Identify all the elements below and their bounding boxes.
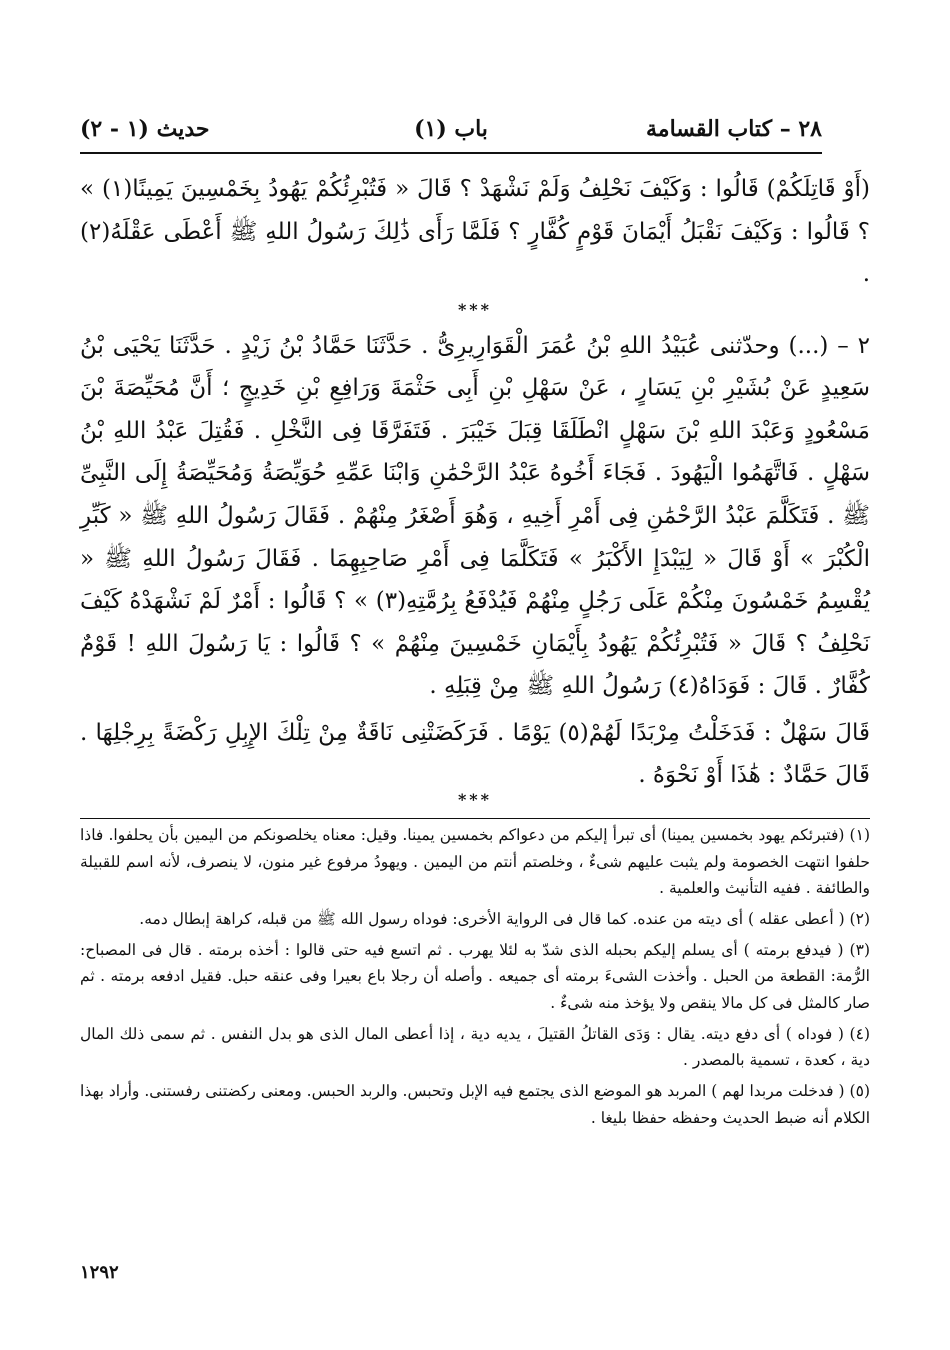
footnote-1: (١) (فتبرئكم يهود بخمسين يمينا) أى تبرأ إليكم من دعواكم بخمسين يمينا. وقيل: معناه يخلصونكم من اليمين بأن يحلفوا. فاذا حلفوا انتهت الخصومة ولم يثبت عليهم شىءٌ ، وخلصتم أنتم من اليمين . ويهودُ مرفوع غير منون، لا ينصرف، لأنه اسم للقبيلة والطائفة . ففيه التأنيث والعلمية . bbox=[80, 826, 870, 898]
paragraph-sahl-statement: قَالَ سَهْلٌ : فَدَخَلْتُ مِرْبَدًا لَهُمْ(٥) يَوْمًا . فَرَكَضَتْنِى نَاقَةٌ مِنْ تِلْكَ الإِبِلِ رَكْضَةً بِرِجْلِهَا . قَالَ حَمَّادٌ : هَٰذَا أَوْ نَحْوَهُ . bbox=[80, 719, 870, 789]
main-text bbox=[80, 168, 870, 801]
paragraph-continuation: (أَوْ قَاتِلَكُمْ) قَالُوا : وَكَيْفَ نَحْلِفُ وَلَمْ نَشْهَدْ ؟ قَالَ « فَتُبْرِئُكُمْ يَهُودُ بِخَمْسِينَ يَمِينًا(١) » ؟ قَالُوا : وَكَيْفَ نَقْبَلُ أَيْمَانَ قَوْمٍ كُفَّارٍ ؟ فَلَمَّا رَأَى ذَٰلِكَ رَسُولُ اللهِ ﷺ أَعْطَى عَقْلَهُ(٢) . bbox=[80, 176, 871, 288]
header-hadith-range: (١ - ٢) حديث bbox=[80, 116, 210, 142]
header-rule bbox=[80, 152, 822, 154]
footnotes bbox=[80, 822, 870, 1135]
footnote-2: (٢) ( أعطى عقله ) أى ديته من عنده. كما قال فى الرواية الأخرى: فوداه رسول الله ﷺ من قبله، كراهة إبطال دمه. bbox=[139, 909, 870, 928]
footnote-5: (٥) ( فدخلت مربدا لهم ) المربد هو الموضع الذى يجتمع فيه الإبل وتحبس. والربد الحبس. ومعنى ركضتنى رفستنى. وأراد بهذا الكلام أنه ضبط الحديث وحفظه حفظا بليغا . bbox=[80, 1081, 870, 1127]
page-number: ١٢٩٢ bbox=[80, 1262, 119, 1283]
footnote-3: (٣) ( فيدفع برمته ) أى يسلم إليكم بحبله الذى شدّ به لئلا يهرب . ثم اتسع فيه حتى قالوا : أخذه برمته . قال فى المصباح: الرُّمة: القطعة من الحبل . وأخذت الشىءَ برمته أى جميعه . وأصله أن رجلا باع بعيرا وفى عنقه حبل. فقيل ادفعه برمته . ثم صار كالمثل فى كل مالا ينقص ولا يؤخذ منه شىءٌ . bbox=[80, 940, 870, 1012]
section-separator: *** bbox=[457, 299, 493, 319]
footnote-4: (٤) ( فوداه ) أى دفع ديته. يقال : وَدَى القاتلُ القتيلَ ، يديه دية ، إذا أعطى المال الذى هو بدل النفس . ثم سمى ذلك المال دية ، كعدة ، تسمية بالمصدر . bbox=[80, 1024, 870, 1070]
footnote-rule bbox=[80, 818, 870, 819]
paragraph-hadith-2: ٢ – (...) وحدّثنى عُبَيْدُ اللهِ بْنُ عُمَرَ الْقَوَارِيرِىُّ . حَدَّثَنَا حَمَّادُ بْنُ زَيْدٍ . حَدَّثَنَا يَحْيَى بْنُ سَعِيدٍ عَنْ بُشَيْرِ بْنِ يَسَارٍ ، عَنْ سَهْلِ بْنِ أَبِى حَثْمَةَ وَرَافِعِ بْنِ خَدِيجٍ ؛ أَنَّ مُحَيِّصَةَ بْنَ مَسْعُودٍ وَعَبْدَ اللهِ بْنَ سَهْلٍ انْطَلَقَا قِبَلَ خَيْبَرَ . فَتَفَرَّقَا فِى النَّخْلِ . فَقُتِلَ عَبْدُ اللهِ بْنُ سَهْلٍ . فَاتَّهَمُوا الْيَهُودَ . فَجَاءَ أَخُوهُ عَبْدُ الرَّحْمَٰنِ وَابْنَا عَمِّهِ حُوَيِّصَةُ وَمُحَيِّصَةُ إِلَى النَّبِىِّ ﷺ . فَتَكَلَّمَ عَبْدُ الرَّحْمَٰنِ فِى أَمْرِ أَخِيهِ ، وَهُوَ أَصْغَرُ مِنْهُمْ . فَقَالَ رَسُولُ اللهِ ﷺ « كَبِّرِ الْكُبْرَ » أَوْ قَالَ « لِيَبْدَإِ الأَكْبَرُ » فَتَكَلَّمَا فِى أَمْرِ صَاحِبِهِمَا . فَقَالَ رَسُولُ اللهِ ﷺ « يُقْسِمُ خَمْسُونَ مِنْكُمْ عَلَى رَجُلٍ مِنْهُمْ فَيُدْفَعُ بِرُمَّتِهِ(٣) » ؟ قَالُوا : أَمْرٌ لَمْ نَشْهَدْهُ كَيْفَ نَحْلِفُ ؟ قَالَ « فَتُبْرِئُكُمْ يَهُودُ بِأَيْمَانِ خَمْسِينَ مِنْهُمْ » ؟ قَالُوا : يَا رَسُولَ اللهِ ! قَوْمٌ كُفَّارٌ . قَالَ : فَوَدَاهُ(٤) رَسُولُ اللهِ ﷺ مِنْ قِبَلِهِ . bbox=[80, 332, 870, 700]
running-header bbox=[80, 112, 822, 152]
notes-separator: *** bbox=[457, 790, 493, 809]
header-chapter: (١) باب bbox=[414, 116, 488, 142]
header-book-title: ٢٨ – كتاب القسامة bbox=[646, 116, 822, 142]
